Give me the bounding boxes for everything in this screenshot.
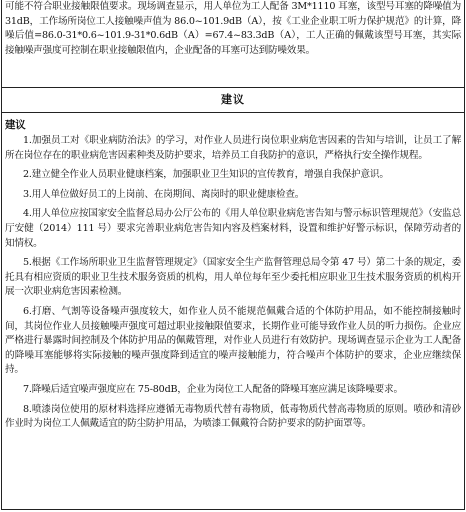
recommendations-body xyxy=(2,113,464,432)
section-header: 建议 xyxy=(2,88,464,113)
recommendation-item-4: 4.用人单位应按国家安全监督总局办公厅公布的《用人单位职业病危害告知与警示标识管理规范》（安监总厅安健（2014）111 号）要求完善职业病危害告知内容及档案材料，设置和维护好警示标识，保障劳动者的知情权。 xyxy=(5,208,461,249)
recommendation-item-6: 6.打磨、气割等设备噪声强度较大，如作业人员不能规范佩戴合适的个体防护用品，如不能控制接触时间，其岗位作业人员接触噪声强度可超过职业接触限值要求，长期作业可能导致作业人员的听力损伤。企业应严格进行暴露时间控制及个体防护用品的佩戴管理，对作业人员进行有效防护。现场调查显示企业为工人配备的降噪耳塞能够将实际接触的噪声强度降到适宜的噪声接触能力，符合噪声个体防护的要求，企业应继续保持。 xyxy=(5,305,461,376)
recommendation-item-1: 1.加强员工对《职业病防治法》的学习，对作业人员进行岗位职业病危害因素的告知与培训，让员工了解所在岗位存在的职业病危害因素种类及防护要求，培养员工自我防护的意识，严格执行安全操作规程。 xyxy=(5,135,461,161)
recommendation-item-2: 2.建立健全作业人员职业健康档案，加强职业卫生知识的宣传教育，增强自我保护意识。 xyxy=(23,169,389,181)
recommendation-item-3: 3.用人单位做好员工的上岗前、在岗期间、离岗时的职业健康检查。 xyxy=(23,188,305,200)
noise-evaluation-text: 可能不符合职业接触限值要求。现场调查显示，用人单位为工人配备 3M*1110 耳塞，该型号耳塞的降噪值为 31dB，工作场所岗位工人接触噪声值为 86.0~101.9dB（A），按《工业企业职工听力保护规范》的计算，降噪后值=86.0-31*0.6~101.9-31*0.6dB（A）=67.4~83.3dB（A），工人正确的佩戴该型号耳塞，其实际接触噪声强度可控制在职业接触限值内，企业配备的耳塞可达到防噪效果。 xyxy=(2,0,464,88)
recommendation-item-8: 8.喷漆岗位使用的原材料选择应遵循无毒物质代替有毒物质，低毒物质代替高毒物质的原则。喷砂和清砂作业时为岗位工人佩戴适宜的防尘防护用品，为喷漆工佩戴符合防护要求的防护面罩等。 xyxy=(5,403,461,430)
recommendation-item-5: 5.根据《工作场所职业卫生监督管理规定》（国家安全生产监督管理总局令第 47 号）第二十条的规定，委托具有相应资质的职业卫生技术服务资质的机构，用人单位每年至少委托相应职业卫生技术服务资质的机构开展一次职业病危害因素检测。 xyxy=(5,257,461,298)
recommendation-item-7: 7.降噪后适宜噪声强度应在 75-80dB，企业为岗位工人配备的降噪耳塞应满足该降噪要求。 xyxy=(23,383,403,395)
subsection-title: 建议 xyxy=(5,119,26,131)
document-page xyxy=(1,0,465,510)
